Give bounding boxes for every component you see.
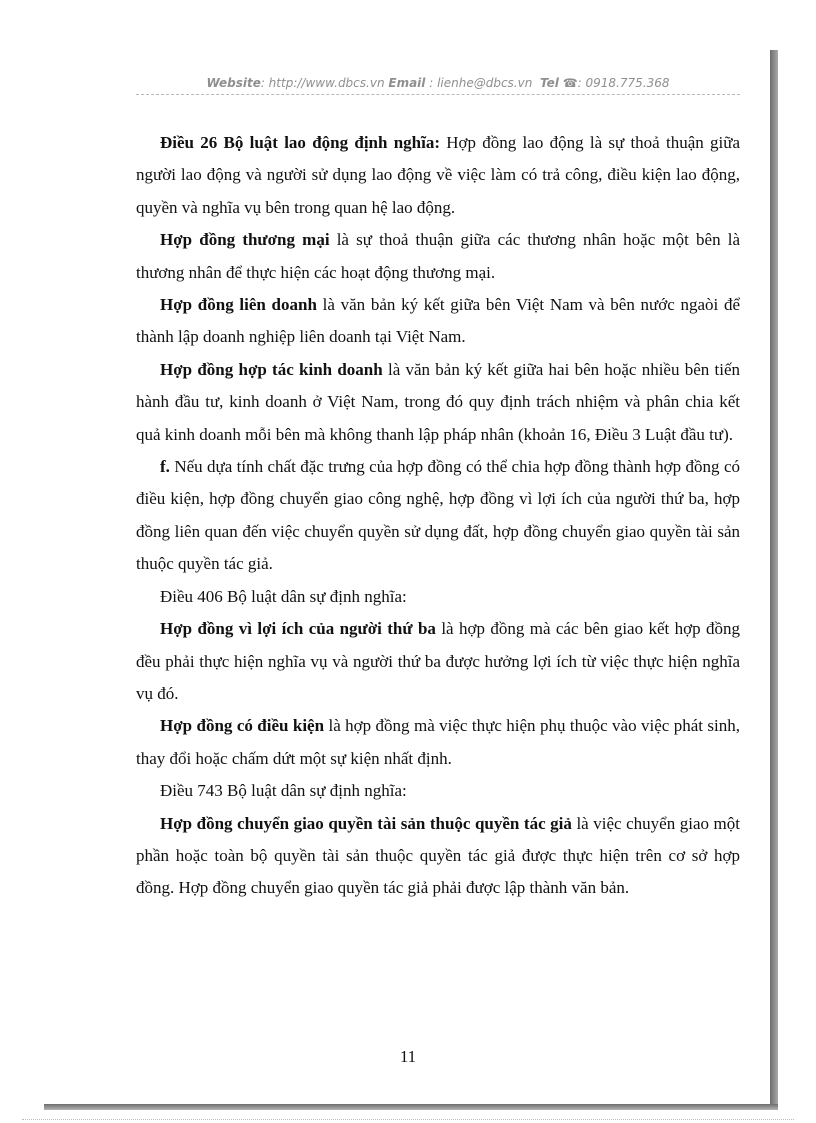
- paragraph-text: Điều 406 Bộ luật dân sự định nghĩa:: [160, 586, 407, 606]
- website-value: : http://www.dbcs.vn: [260, 76, 385, 90]
- paragraph-lead: Hợp đồng chuyển giao quyền tài sản thuộc quyền tác giả: [160, 813, 572, 833]
- paragraph-lead: Điều 26 Bộ luật lao động định nghĩa:: [160, 133, 441, 152]
- paragraph-lead: f.: [160, 457, 170, 477]
- paragraph-text: là hợp đồng mà các bên giao kết hợp đồng đều phải thực hiện nghĩa vụ và người thứ ba được hưởng lợi ích từ việc thực hiện nghĩa vụ đó.: [136, 619, 740, 703]
- paragraph-lead: Hợp đồng hợp tác kinh doanh: [160, 359, 383, 379]
- paragraph: [136, 224, 740, 289]
- paragraph: [136, 775, 740, 807]
- paragraph: [136, 289, 740, 354]
- paragraph: [136, 451, 740, 581]
- paragraph: [136, 710, 740, 775]
- paragraph: [136, 581, 740, 613]
- paragraph-text: Hợp đồng lao động là sự thoả thuận giữa người lao động và người sử dụng lao động về việc làm có trả công, điều kiện lao động, quyền và nghĩa vụ bên trong quan hệ lao động.: [136, 133, 740, 217]
- website-label: Website: [206, 76, 261, 90]
- page-shadow-bottom: [44, 1104, 778, 1110]
- paragraph: [136, 613, 740, 710]
- page-shadow: [770, 50, 778, 1110]
- page-header: [136, 76, 740, 90]
- page-bottom-border: [22, 1119, 794, 1120]
- email-label: Email: [388, 76, 426, 90]
- paragraph-text: là văn bản ký kết giữa bên Việt Nam và bên nước ngaòi để thành lập doanh nghiệp liên doanh tại Việt Nam.: [136, 295, 741, 347]
- paragraph-text: là hợp đồng mà việc thực hiện phụ thuộc vào việc phát sinh, thay đổi hoặc chấm dứt một sự kiện nhất định.: [136, 716, 741, 768]
- tel-label: Tel: [539, 76, 559, 90]
- paragraph-text: Điều 743 Bộ luật dân sự định nghĩa:: [160, 781, 407, 801]
- paragraph-lead: Hợp đồng có điều kiện: [160, 716, 325, 736]
- paragraph-lead: Hợp đồng thương mại: [160, 230, 330, 250]
- paragraph-text: là văn bản ký kết giữa hai bên hoặc nhiều bên tiến hành đầu tư, kinh doanh ở Việt Nam, trong đó quy định trách nhiệm và phân chia kết quả kinh doanh mỗi bên mà không thanh lập pháp nhân (khoản 16, Điều 3 Luật đầu tư).: [136, 359, 740, 444]
- paragraph-lead: Hợp đồng vì lợi ích của người thứ ba: [160, 619, 436, 639]
- paragraph: [136, 808, 740, 905]
- paragraph: [136, 354, 740, 451]
- email-value: : lienhe@dbcs.vn: [425, 76, 533, 90]
- paragraph-text: Nếu dựa tính chất đặc trưng của hợp đồng có thể chia hợp đồng thành hợp đồng có điều kiện, hợp đồng chuyển giao công nghệ, hợp đồng vì lợi ích của người thứ ba, hợp đồng liên quan đến việc chuyển quyền sử dụng đất, hợp đồng chuyển giao quyền tài sản thuộc quyền tác giả.: [136, 457, 740, 574]
- page-number: 11: [399, 1047, 417, 1066]
- paragraph-lead: Hợp đồng liên doanh: [160, 295, 317, 315]
- header-divider: [136, 94, 740, 95]
- tel-value: : 0918.775.368: [577, 76, 670, 90]
- phone-icon: ☎: [562, 76, 578, 90]
- document-body: [136, 127, 740, 905]
- paragraph: [136, 127, 740, 224]
- paragraph-text: là sự thoả thuận giữa các thương nhân hoặc một bên là thương nhân để thực hiện các hoạt động thương mại.: [136, 230, 740, 282]
- paragraph-text: là việc chuyển giao một phần hoặc toàn bộ quyền tài sản thuộc quyền tác giả được thực hiện trên cơ sở hợp đồng. Hợp đồng chuyển giao quyền tác giả phải được lập thành văn bản.: [136, 813, 740, 898]
